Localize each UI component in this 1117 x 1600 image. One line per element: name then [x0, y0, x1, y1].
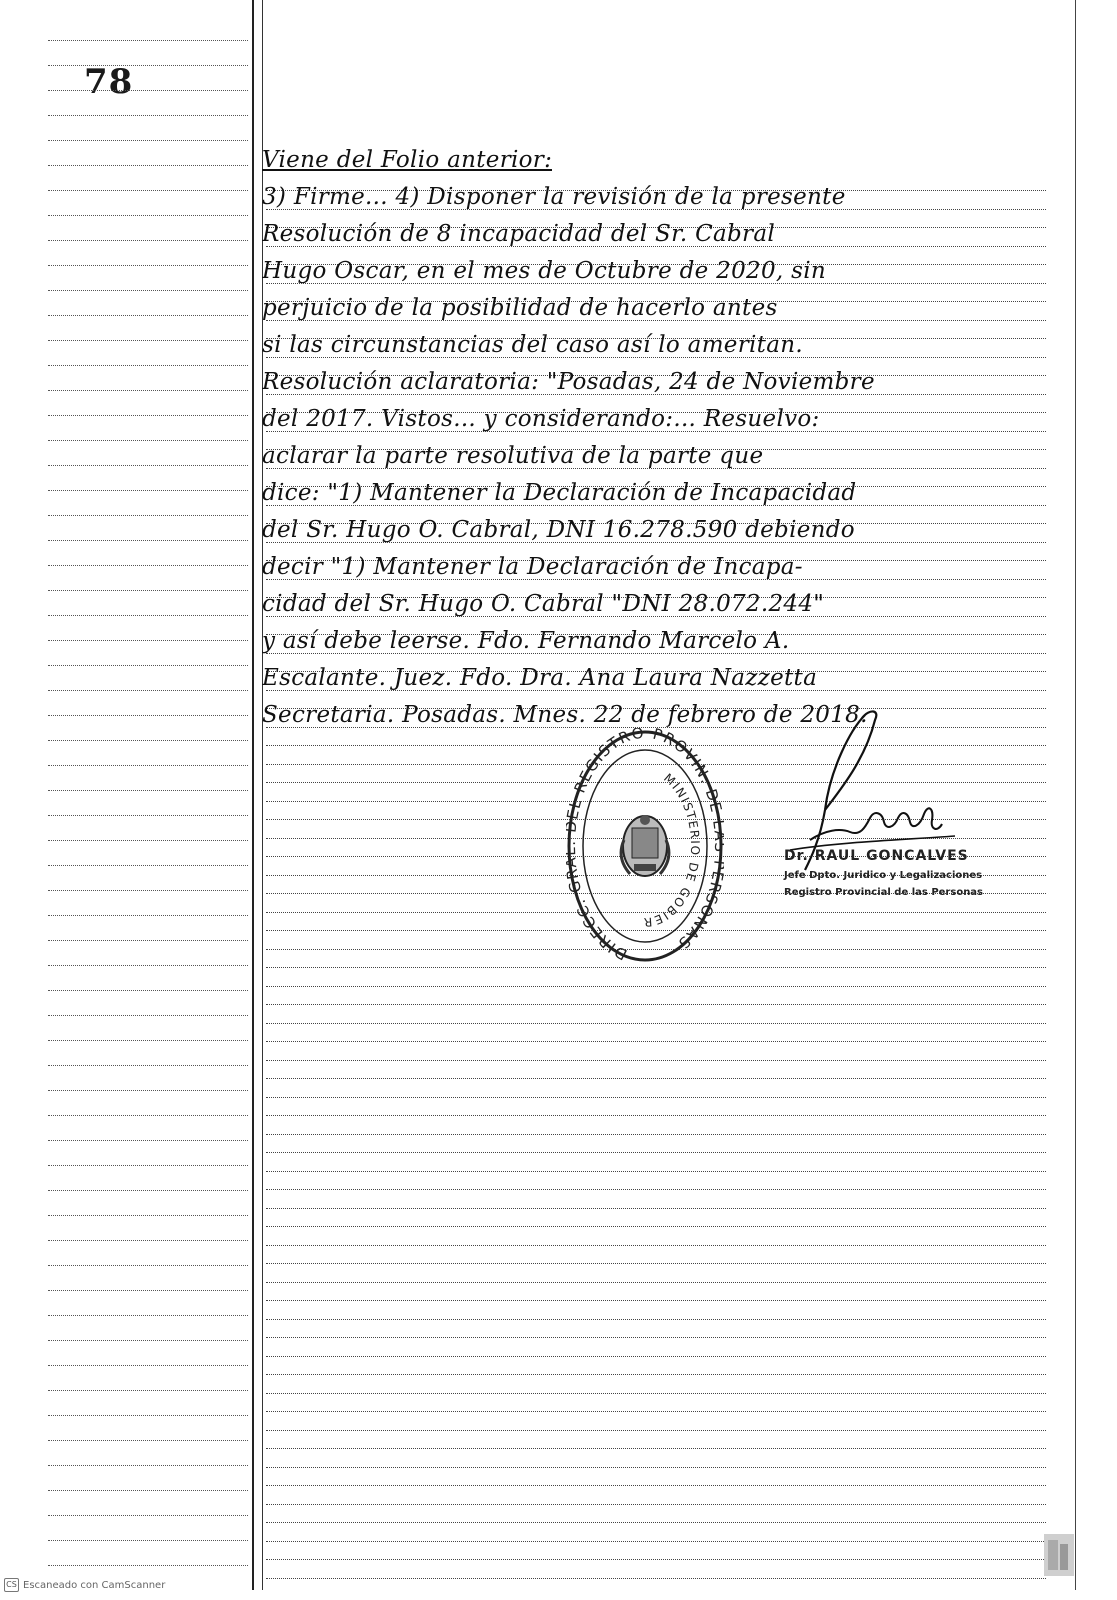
margin-dotted-line [48, 1365, 248, 1366]
margin-dotted-line [48, 90, 248, 91]
page-ruled-line [266, 967, 1046, 968]
entry-line-16: Secretaria. Posadas. Mnes. 22 de febrero de 2018. [262, 702, 868, 728]
margin-dotted-line [48, 415, 248, 416]
page-ruled-line [266, 1337, 1046, 1338]
page-ruled-line [266, 1115, 1046, 1116]
margin-dotted-line [48, 690, 248, 691]
margin-dotted-line [48, 540, 248, 541]
page-ruled-line [266, 1467, 1046, 1468]
margin-rule [252, 0, 254, 1590]
margin-dotted-line [48, 1115, 248, 1116]
entry-line-4: Hugo Oscar, en el mes de Octubre de 2020, sin [262, 258, 826, 284]
margin-dotted-line [48, 1490, 248, 1491]
margin-dotted-line [48, 1090, 248, 1091]
page-ruled-line [266, 1226, 1046, 1227]
page-ruled-line [266, 1578, 1046, 1579]
page-ruled-line [266, 1393, 1046, 1394]
page-ruled-line [266, 1060, 1046, 1061]
margin-dotted-line [48, 890, 248, 891]
margin-dotted-line [48, 1540, 248, 1541]
page-ruled-line [266, 1504, 1046, 1505]
page-ruled-line [266, 1430, 1046, 1431]
margin-dotted-line [48, 1015, 248, 1016]
margin-dotted-line [48, 1140, 248, 1141]
margin-dotted-line [48, 240, 248, 241]
margin-dotted-line [48, 790, 248, 791]
entry-line-8: del 2017. Vistos... y considerando:... Resuelvo: [262, 406, 820, 432]
signature-block [784, 848, 983, 898]
margin-dotted-line [48, 1215, 248, 1216]
margin-dotted-line [48, 1515, 248, 1516]
margin-dotted-line [48, 740, 248, 741]
margin-dotted-line [48, 1240, 248, 1241]
margin-dotted-line [48, 1390, 248, 1391]
page-ruled-line [266, 1541, 1046, 1542]
page-ruled-line [266, 1522, 1046, 1523]
right-margin-rule [1075, 0, 1076, 1590]
margin-dotted-line [48, 940, 248, 941]
page-ruled-line [266, 1134, 1046, 1135]
margin-dotted-line [48, 765, 248, 766]
margin-dotted-line [48, 1190, 248, 1191]
margin-dotted-line [48, 115, 248, 116]
margin-dotted-line [48, 1465, 248, 1466]
page-ruled-line [266, 1300, 1046, 1301]
entry-line-7: Resolución aclaratoria: "Posadas, 24 de Noviembre [262, 369, 875, 395]
margin-dotted-line [48, 190, 248, 191]
page-number: 78 [84, 62, 134, 102]
page-ruled-line [266, 1189, 1046, 1190]
page-ruled-line [266, 986, 1046, 987]
page-ruled-line [266, 1448, 1046, 1449]
margin-dotted-line [48, 465, 248, 466]
entry-line-1: Viene del Folio anterior: [262, 147, 553, 173]
page-ruled-line [266, 1078, 1046, 1079]
margin-dotted-line [48, 665, 248, 666]
seal-outer-text: DIRECC. G L REGISTRO PROVIN. DE RSONAS [566, 728, 724, 964]
entry-line-15: Escalante. Juez. Fdo. Dra. Ana Laura Nazzetta [262, 665, 818, 691]
margin-dotted-line [48, 290, 248, 291]
page-ruled-line [266, 1041, 1046, 1042]
entry-line-10: dice: "1) Mantener la Declaración de Incapacidad [262, 480, 857, 506]
page-ruled-line [266, 1411, 1046, 1412]
margin-dotted-line [48, 215, 248, 216]
margin-dotted-line [48, 640, 248, 641]
margin-dotted-line [48, 365, 248, 366]
entry-line-5: perjuicio de la posibilidad de hacerlo antes [262, 295, 778, 321]
margin-dotted-line [48, 165, 248, 166]
camscanner-logo-icon: CS [4, 1578, 19, 1592]
page-ruled-line [266, 1208, 1046, 1209]
margin-dotted-line [48, 915, 248, 916]
margin-dotted-line [48, 315, 248, 316]
page-ruled-line [266, 1356, 1046, 1357]
signatory-office: Registro Provincial de las Personas [784, 887, 984, 898]
margin-dotted-line [48, 715, 248, 716]
margin-dotted-line [48, 1315, 248, 1316]
page-ruled-line [266, 1245, 1046, 1246]
seal-inner-text: MINISTERIO DE GOBIER [641, 770, 703, 930]
margin-dotted-line [48, 615, 248, 616]
scanner-footer [4, 1578, 165, 1592]
page-ruled-line [266, 1171, 1046, 1172]
margin-dotted-line [48, 390, 248, 391]
margin-dotted-line [48, 40, 248, 41]
official-seal [566, 728, 724, 964]
margin-dotted-line [48, 1565, 248, 1566]
margin-dotted-line [48, 65, 248, 66]
margin-dotted-line [48, 815, 248, 816]
page-ruled-line [266, 1152, 1046, 1153]
margin-dotted-line [48, 440, 248, 441]
margin-dotted-line [48, 515, 248, 516]
entry-line-13: cidad del Sr. Hugo O. Cabral "DNI 28.072.244" [262, 591, 825, 617]
margin-dotted-line [48, 1065, 248, 1066]
margin-dotted-line [48, 1415, 248, 1416]
page-ruled-line [266, 1282, 1046, 1283]
page-ruled-line [266, 1319, 1046, 1320]
margin-dotted-line [48, 1290, 248, 1291]
entry-line-12: decir "1) Mantener la Declaración de Incapa- [262, 554, 803, 580]
margin-dotted-line [48, 965, 248, 966]
margin-dotted-line [48, 340, 248, 341]
signatory-name: Dr. RAUL GONCALVES [784, 848, 969, 864]
page-ruled-line [266, 1374, 1046, 1375]
scanner-credit: Escaneado con CamScanner [23, 1579, 166, 1591]
margin-dotted-line [48, 490, 248, 491]
margin-dotted-line [48, 265, 248, 266]
margin-dotted-line [48, 590, 248, 591]
entry-line-14: y así debe leerse. Fdo. Fernando Marcelo A. [262, 628, 790, 654]
margin-dotted-line [48, 140, 248, 141]
entry-line-3: Resolución de 8 incapacidad del Sr. Cabral [262, 221, 775, 247]
page-ruled-line [266, 1559, 1046, 1560]
corner-smudge [1040, 1530, 1078, 1580]
entry-line-2: 3) Firme... 4) Disponer la revisión de la presente [262, 184, 846, 210]
page-ruled-line [266, 1485, 1046, 1486]
signatory-title: Jefe Dpto. Juridico y Legalizaciones [784, 870, 983, 881]
page-ruled-line [266, 1263, 1046, 1264]
margin-dotted-line [48, 1265, 248, 1266]
page-ruled-line [266, 1097, 1046, 1098]
coat-of-arms-icon [621, 815, 669, 876]
margin-dotted-line [48, 565, 248, 566]
margin-dotted-line [48, 840, 248, 841]
page-ruled-line [266, 1004, 1046, 1005]
margin-dotted-line [48, 1340, 248, 1341]
margin-dotted-line [48, 865, 248, 866]
margin-dotted-line [48, 990, 248, 991]
entry-line-11: del Sr. Hugo O. Cabral, DNI 16.278.590 debiendo [262, 517, 855, 543]
margin-dotted-line [48, 1440, 248, 1441]
page-ruled-line [266, 1023, 1046, 1024]
margin-dotted-line [48, 1040, 248, 1041]
margin-dotted-line [48, 1165, 248, 1166]
entry-line-9: aclarar la parte resolutiva de la parte que [262, 443, 764, 469]
entry-line-6: si las circunstancias del caso así lo ameritan. [262, 332, 803, 358]
